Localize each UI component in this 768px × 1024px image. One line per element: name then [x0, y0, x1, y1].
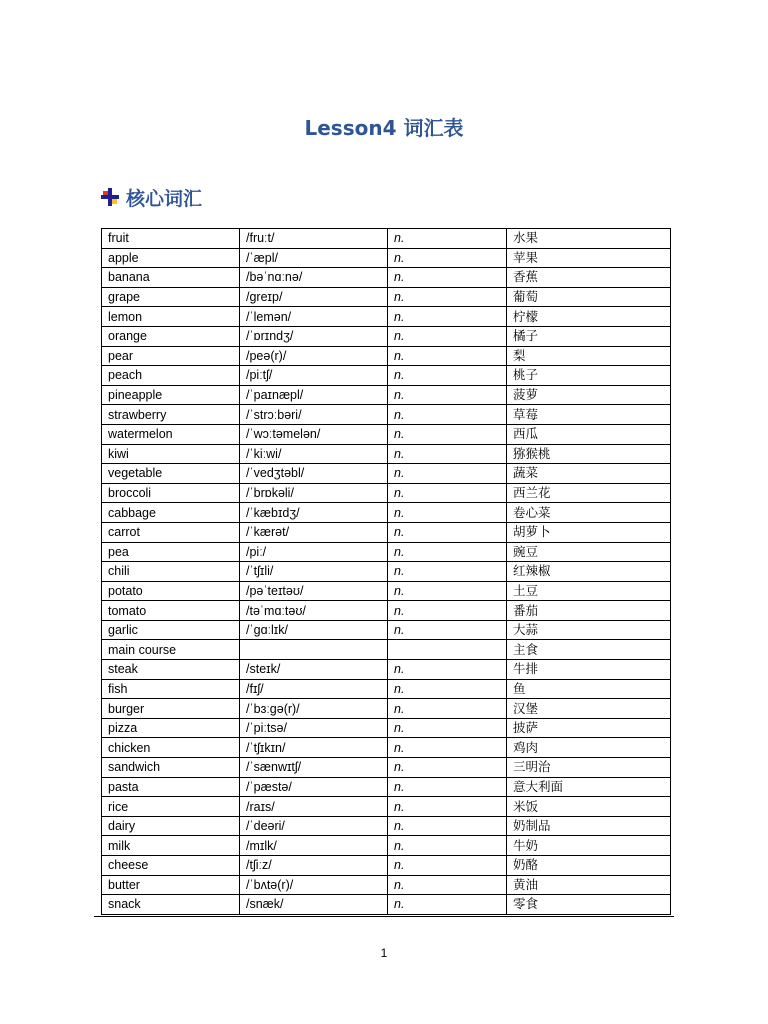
phonetic-cell: /ˈtʃɪli/ — [240, 562, 388, 582]
part-of-speech-cell: n. — [388, 522, 507, 542]
part-of-speech-cell — [388, 640, 507, 660]
page-title: Lesson4 词汇表 — [304, 116, 464, 140]
phonetic-cell: /piː/ — [240, 542, 388, 562]
translation-cell: 米饭 — [507, 797, 671, 817]
translation-cell: 主食 — [507, 640, 671, 660]
phonetic-cell: /piːtʃ/ — [240, 366, 388, 386]
translation-cell: 奶酪 — [507, 856, 671, 876]
translation-cell: 三明治 — [507, 758, 671, 778]
word-cell: fruit — [102, 229, 240, 249]
table-row — [102, 542, 671, 562]
table-row — [102, 620, 671, 640]
part-of-speech-cell: n. — [388, 777, 507, 797]
phonetic-cell: /mɪlk/ — [240, 836, 388, 856]
section-heading — [100, 183, 202, 211]
phonetic-cell: /ˈbrɒkəli/ — [240, 483, 388, 503]
translation-cell: 零食 — [507, 895, 671, 915]
table-row — [102, 797, 671, 817]
word-cell: peach — [102, 366, 240, 386]
translation-cell: 土豆 — [507, 581, 671, 601]
part-of-speech-cell: n. — [388, 601, 507, 621]
word-cell: vegetable — [102, 464, 240, 484]
part-of-speech-cell: n. — [388, 405, 507, 425]
table-row — [102, 875, 671, 895]
phonetic-cell: /ɡreɪp/ — [240, 287, 388, 307]
cross-bullet-icon — [100, 187, 120, 207]
table-row — [102, 366, 671, 386]
phonetic-cell: /ˈkærət/ — [240, 522, 388, 542]
phonetic-cell: /snæk/ — [240, 895, 388, 915]
phonetic-cell — [240, 640, 388, 660]
part-of-speech-cell: n. — [388, 562, 507, 582]
phonetic-cell: /ˈvedʒtəbl/ — [240, 464, 388, 484]
word-cell: lemon — [102, 307, 240, 327]
table-row — [102, 738, 671, 758]
word-cell: orange — [102, 326, 240, 346]
word-cell: cheese — [102, 856, 240, 876]
word-cell: fish — [102, 679, 240, 699]
word-cell: sandwich — [102, 758, 240, 778]
translation-cell: 大蒜 — [507, 620, 671, 640]
table-row — [102, 464, 671, 484]
part-of-speech-cell: n. — [388, 287, 507, 307]
table-row — [102, 424, 671, 444]
phonetic-cell: /ˈɒrɪndʒ/ — [240, 326, 388, 346]
word-cell: pear — [102, 346, 240, 366]
part-of-speech-cell: n. — [388, 483, 507, 503]
word-cell: broccoli — [102, 483, 240, 503]
phonetic-cell: /ˈpaɪnæpl/ — [240, 385, 388, 405]
word-cell: strawberry — [102, 405, 240, 425]
table-row — [102, 836, 671, 856]
word-cell: garlic — [102, 620, 240, 640]
phonetic-cell: /ˈæpl/ — [240, 248, 388, 268]
part-of-speech-cell: n. — [388, 424, 507, 444]
part-of-speech-cell: n. — [388, 660, 507, 680]
translation-cell: 黄油 — [507, 875, 671, 895]
word-cell: grape — [102, 287, 240, 307]
table-row — [102, 268, 671, 288]
part-of-speech-cell: n. — [388, 346, 507, 366]
part-of-speech-cell: n. — [388, 326, 507, 346]
word-cell: burger — [102, 699, 240, 719]
phonetic-cell: /ˈɡɑːlɪk/ — [240, 620, 388, 640]
word-cell: steak — [102, 660, 240, 680]
table-row — [102, 856, 671, 876]
table-row — [102, 346, 671, 366]
phonetic-cell: /fɪʃ/ — [240, 679, 388, 699]
vocabulary-table — [101, 228, 671, 915]
table-row — [102, 758, 671, 778]
translation-cell: 草莓 — [507, 405, 671, 425]
translation-cell: 苹果 — [507, 248, 671, 268]
table-row — [102, 326, 671, 346]
phonetic-cell: /ˈpæstə/ — [240, 777, 388, 797]
page-number: 1 — [380, 946, 388, 960]
table-row — [102, 522, 671, 542]
word-cell: pizza — [102, 718, 240, 738]
table-row — [102, 601, 671, 621]
table-row — [102, 718, 671, 738]
translation-cell: 柠檬 — [507, 307, 671, 327]
word-cell: watermelon — [102, 424, 240, 444]
word-cell: chicken — [102, 738, 240, 758]
table-row — [102, 287, 671, 307]
table-row — [102, 483, 671, 503]
translation-cell: 披萨 — [507, 718, 671, 738]
part-of-speech-cell: n. — [388, 503, 507, 523]
word-cell: apple — [102, 248, 240, 268]
table-row — [102, 405, 671, 425]
phonetic-cell: /ˈdeəri/ — [240, 816, 388, 836]
table-row — [102, 640, 671, 660]
phonetic-cell: /ˈkiːwi/ — [240, 444, 388, 464]
part-of-speech-cell: n. — [388, 856, 507, 876]
part-of-speech-cell: n. — [388, 758, 507, 778]
table-row — [102, 660, 671, 680]
phonetic-cell: /peə(r)/ — [240, 346, 388, 366]
part-of-speech-cell: n. — [388, 816, 507, 836]
translation-cell: 豌豆 — [507, 542, 671, 562]
part-of-speech-cell: n. — [388, 229, 507, 249]
translation-cell: 蔬菜 — [507, 464, 671, 484]
table-row — [102, 503, 671, 523]
translation-cell: 牛排 — [507, 660, 671, 680]
word-cell: milk — [102, 836, 240, 856]
part-of-speech-cell: n. — [388, 699, 507, 719]
translation-cell: 牛奶 — [507, 836, 671, 856]
table-row — [102, 895, 671, 915]
translation-cell: 胡萝卜 — [507, 522, 671, 542]
phonetic-cell: /tʃiːz/ — [240, 856, 388, 876]
phonetic-cell: /raɪs/ — [240, 797, 388, 817]
bottom-rule — [94, 916, 674, 917]
table-row — [102, 385, 671, 405]
phonetic-cell: /ˈkæbɪdʒ/ — [240, 503, 388, 523]
translation-cell: 水果 — [507, 229, 671, 249]
translation-cell: 猕猴桃 — [507, 444, 671, 464]
word-cell: butter — [102, 875, 240, 895]
phonetic-cell: /ˈstrɔːbəri/ — [240, 405, 388, 425]
word-cell: carrot — [102, 522, 240, 542]
translation-cell: 汉堡 — [507, 699, 671, 719]
table-row — [102, 562, 671, 582]
part-of-speech-cell: n. — [388, 542, 507, 562]
word-cell: snack — [102, 895, 240, 915]
translation-cell: 奶制品 — [507, 816, 671, 836]
phonetic-cell: /pəˈteɪtəʊ/ — [240, 581, 388, 601]
part-of-speech-cell: n. — [388, 268, 507, 288]
word-cell: pineapple — [102, 385, 240, 405]
part-of-speech-cell: n. — [388, 679, 507, 699]
table-row — [102, 777, 671, 797]
word-cell: rice — [102, 797, 240, 817]
part-of-speech-cell: n. — [388, 307, 507, 327]
part-of-speech-cell: n. — [388, 444, 507, 464]
table-row — [102, 229, 671, 249]
word-cell: main course — [102, 640, 240, 660]
word-cell: pea — [102, 542, 240, 562]
part-of-speech-cell: n. — [388, 366, 507, 386]
phonetic-cell: /ˈwɔːtəmelən/ — [240, 424, 388, 444]
translation-cell: 梨 — [507, 346, 671, 366]
phonetic-cell: /ˈtʃɪkɪn/ — [240, 738, 388, 758]
table-row — [102, 816, 671, 836]
translation-cell: 桃子 — [507, 366, 671, 386]
section-label: 核心词汇 — [126, 187, 203, 210]
word-cell: kiwi — [102, 444, 240, 464]
translation-cell: 西瓜 — [507, 424, 671, 444]
phonetic-cell: /ˈlemən/ — [240, 307, 388, 327]
phonetic-cell: /ˈbɜːɡə(r)/ — [240, 699, 388, 719]
table-row — [102, 679, 671, 699]
phonetic-cell: /ˈsænwɪtʃ/ — [240, 758, 388, 778]
word-cell: banana — [102, 268, 240, 288]
phonetic-cell: /fruːt/ — [240, 229, 388, 249]
phonetic-cell: /təˈmɑːtəʊ/ — [240, 601, 388, 621]
part-of-speech-cell: n. — [388, 581, 507, 601]
translation-cell: 卷心菜 — [507, 503, 671, 523]
word-cell: dairy — [102, 816, 240, 836]
part-of-speech-cell: n. — [388, 464, 507, 484]
table-row — [102, 699, 671, 719]
phonetic-cell: /bəˈnɑːnə/ — [240, 268, 388, 288]
table-row — [102, 444, 671, 464]
phonetic-cell: /steɪk/ — [240, 660, 388, 680]
table-row — [102, 307, 671, 327]
table-row — [102, 248, 671, 268]
phonetic-cell: /ˈbʌtə(r)/ — [240, 875, 388, 895]
translation-cell: 鱼 — [507, 679, 671, 699]
word-cell: cabbage — [102, 503, 240, 523]
part-of-speech-cell: n. — [388, 248, 507, 268]
part-of-speech-cell: n. — [388, 718, 507, 738]
translation-cell: 番茄 — [507, 601, 671, 621]
translation-cell: 鸡肉 — [507, 738, 671, 758]
word-cell: tomato — [102, 601, 240, 621]
word-cell: potato — [102, 581, 240, 601]
table-row — [102, 581, 671, 601]
translation-cell: 意大利面 — [507, 777, 671, 797]
translation-cell: 香蕉 — [507, 268, 671, 288]
translation-cell: 菠萝 — [507, 385, 671, 405]
part-of-speech-cell: n. — [388, 620, 507, 640]
part-of-speech-cell: n. — [388, 797, 507, 817]
translation-cell: 橘子 — [507, 326, 671, 346]
translation-cell: 红辣椒 — [507, 562, 671, 582]
word-cell: pasta — [102, 777, 240, 797]
part-of-speech-cell: n. — [388, 895, 507, 915]
part-of-speech-cell: n. — [388, 385, 507, 405]
phonetic-cell: /ˈpiːtsə/ — [240, 718, 388, 738]
part-of-speech-cell: n. — [388, 836, 507, 856]
part-of-speech-cell: n. — [388, 738, 507, 758]
translation-cell: 西兰花 — [507, 483, 671, 503]
translation-cell: 葡萄 — [507, 287, 671, 307]
word-cell: chili — [102, 562, 240, 582]
part-of-speech-cell: n. — [388, 875, 507, 895]
